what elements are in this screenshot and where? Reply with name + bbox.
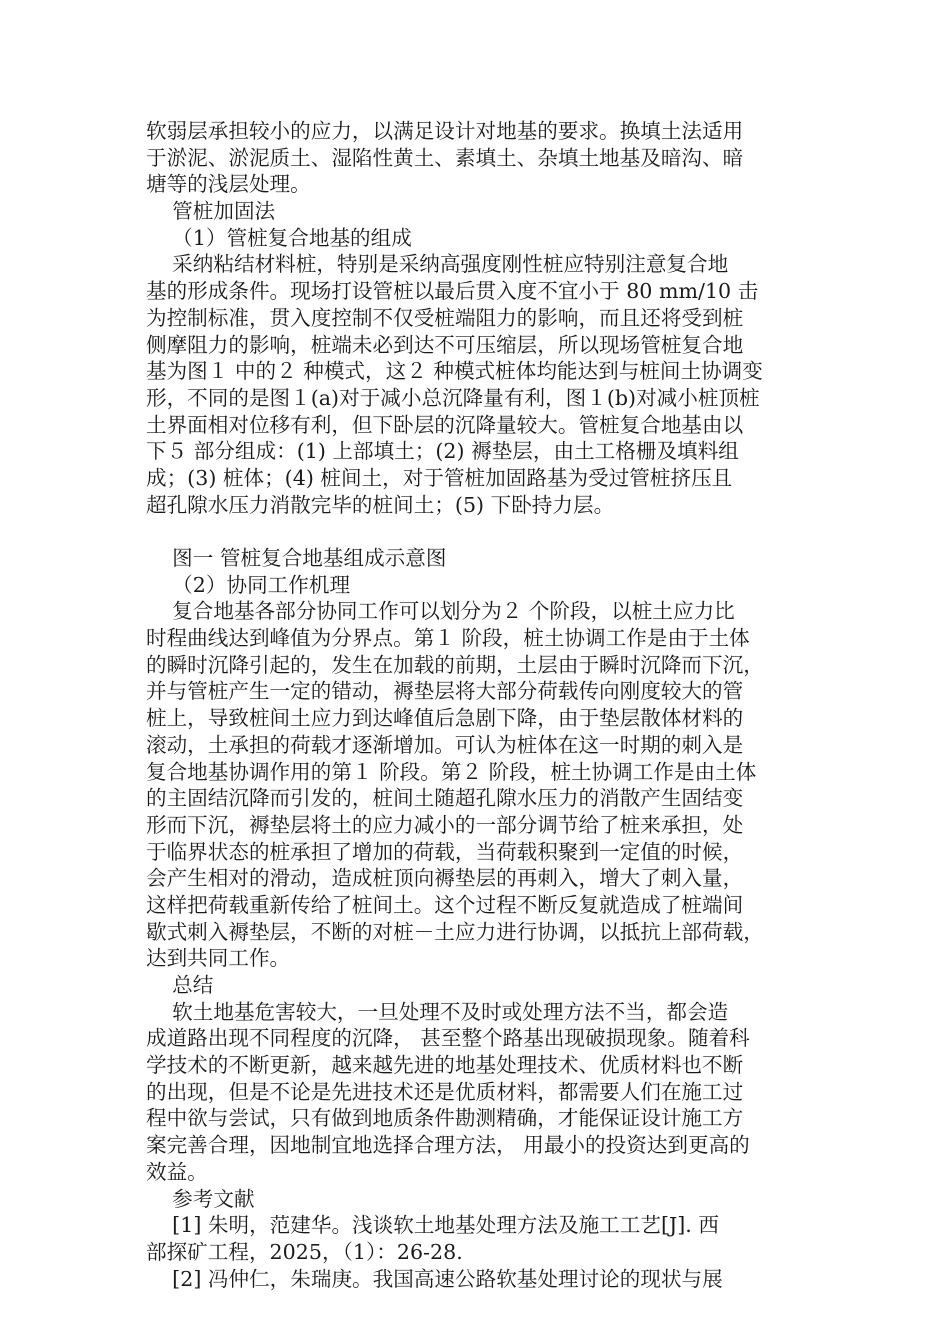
text-line: 会产生相对的滑动，造成桩顶向褥垫层的再刺入，增大了刺入量， [146,866,744,891]
text-line: 软弱层承担较小的应力，以满足设计对地基的要求。换填土法适用 [146,119,744,143]
heading-composite-foundation [146,225,806,252]
heading-summary [146,972,806,999]
heading-cooperative-mechanism [146,572,806,599]
text-line: 基的形成条件。现场打设管桩以最后贯入度不宜小于 80 mm/10 击 [146,279,759,304]
paragraph-summary [146,999,806,1186]
reference-line: 部探矿工程，2025，（1）：26-28. [146,1239,463,1264]
text-line: 桩上，导致桩间土应力到达峰值后急剧下降，由于垫层散体材料的 [146,706,744,731]
reference-item-1 [146,1212,806,1265]
reference-line: [1] 朱明，范建华。浅谈软土地基处理方法及施工工艺[J]. 西 [146,1213,719,1238]
text-line: 的出现，但是不论是先进技术还是优质材料，都需要人们在施工过 [146,1079,744,1104]
text-line: 案完善合理，因地制宜地选择合理方法， 用最小的投资达到更高的 [146,1133,750,1158]
text-line: 于临界状态的桩承担了增加的荷载，当荷载积聚到一定值的时候， [146,839,744,864]
text-line: 塘等的浅层处理。 [146,172,311,197]
figure-caption [146,545,806,572]
text-line: 成；(3) 桩体；(4) 桩间土，对于管桩加固路基为受过管桩挤压且 [146,465,733,490]
text-line: 歇式刺入褥垫层，不断的对桩－土应力进行协调，以抵抗上部荷载， [146,919,764,944]
text-line: 的瞬时沉降引起的，发生在加载的前期，土层由于瞬时沉降而下沉， [146,652,764,677]
heading-references [146,1186,806,1213]
text-line: 滚动，土承担的荷载才逐渐增加。可认为桩体在这一时期的刺入是 [146,732,744,757]
section-heading: 总结 [146,973,214,997]
text-line: 时程曲线达到峰值为分界点。第１ 阶段，桩土协调工作是由于土体 [146,626,750,651]
subsection-heading: （2）协同工作机理 [146,572,351,597]
text-line: 采纳粘结材料桩，特别是采纳高强度刚性桩应特别注意复合地 [146,252,729,277]
paragraph-composite-foundation [146,251,806,518]
text-line: 下５ 部分组成：(1) 上部填土；(2) 褥垫层，由土工格栅及填料组 [146,439,739,464]
text-line: 复合地基各部分协同工作可以划分为２ 个阶段，以桩土应力比 [146,599,735,624]
text-line: 程中欲与尝试，只有做到地质条件勘测精确，才能保证设计施工方 [146,1106,744,1131]
heading-pipe-pile-method [146,198,806,225]
text-line: 效益。 [146,1159,208,1184]
text-line: 成道路出现不同程度的沉降， 甚至整个路基出现破损现象。随着科 [146,1026,750,1051]
text-line: 形，不同的是图１(a)对于减小总沉降量有利，图１(b)对减小桩顶桩 [146,385,760,410]
text-line: 基为图１ 中的２ 种模式，这２ 种模式桩体均能达到与桩间土协调变 [146,359,763,384]
text-line: 达到共同工作。 [146,946,291,971]
text-line: 软土地基危害较大，一旦处理不及时或处理方法不当，都会造 [146,999,729,1024]
reference-item-2 [146,1266,806,1293]
text-line: 复合地基协调作用的第１ 阶段。第２ 阶段，桩土协调工作是由土体 [146,759,757,784]
text-line: 并与管桩产生一定的错动，褥垫层将大部分荷载传向刚度较大的管 [146,679,744,704]
reference-line: [2] 冯仲仁，朱瑞庚。我国高速公路软基处理讨论的现状与展 [146,1266,723,1291]
subsection-heading: （1）管桩复合地基的组成 [146,225,412,250]
text-line: 于淤泥、淤泥质土、湿陷性黄土、素填土、杂填土地基及暗沟、暗 [146,145,744,170]
section-heading: 参考文献 [146,1186,255,1211]
text-line: 为控制标准，贯入度控制不仅受桩端阻力的影响，而且还将受到桩 [146,305,744,330]
paragraph-cooperative-mechanism [146,598,806,972]
text-line: 学技术的不断更新，越来越先进的地基处理技术、优质材料也不断 [146,1053,744,1078]
text-line: 土界面相对位移有利，但下卧层的沉降量较大。管桩复合地基由以 [146,412,744,437]
blank-line [146,518,806,545]
text-line: 超孔隙水压力消散完毕的桩间土；(5) 下卧持力层。 [146,492,615,517]
section-heading: 管桩加固法 [146,199,276,224]
text-line: 形而下沉，褥垫层将土的应力减小的一部分调节给了桩来承担，处 [146,812,744,837]
document-page [146,118,806,1292]
paragraph-replacement-method [146,118,806,198]
figure-caption-text: 图一 管桩复合地基组成示意图 [146,546,447,570]
text-line: 这样把荷载重新传给了桩间土。这个过程不断反复就造成了桩端间 [146,892,744,917]
text-line: 的主固结沉降而引发的，桩间土随超孔隙水压力的消散产生固结变 [146,786,744,811]
text-line: 侧摩阻力的影响，桩端未必到达不可压缩层，所以现场管桩复合地 [146,332,744,357]
